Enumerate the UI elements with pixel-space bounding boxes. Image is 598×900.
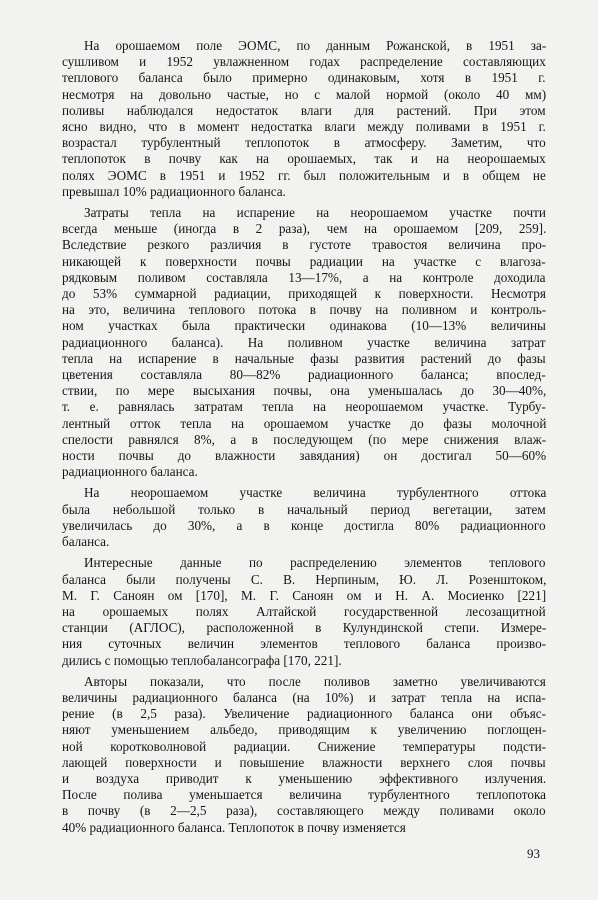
- text-line: ясно видно, что в момент недостатка влаги между поливами в 1951 г.: [62, 119, 546, 135]
- text-line: и воздуха приводит к уменьшению эффективного излучения.: [62, 770, 547, 786]
- text-line: была небольшой только в начальный период вегетации, затем: [62, 501, 546, 517]
- text-line: рение (в 2,5 раза). Увеличение радиационного баланса они объяс-: [62, 706, 547, 722]
- text-line: величины радиационного баланса (на 10%) и затрат тепла на испа-: [62, 689, 546, 705]
- text-line: никающей к поверхности почвы радиации на участке с влагоза-: [62, 253, 546, 269]
- text-line: дились с помощью теплобалансографа [170, 221].: [62, 652, 342, 668]
- text-line: лентный отток тепла на орошаемом участке до фазы молочной: [62, 415, 547, 431]
- text-line: возрастал турбулентный теплопоток в атмосферу. Заметим, что: [62, 135, 546, 151]
- page-number: 93: [527, 846, 540, 861]
- text-line: тепла на испарение в начальные фазы развития растений до фазы: [62, 350, 546, 366]
- paragraph: [62, 38, 546, 200]
- text-line: на орошаемых полях Алтайской государственной лесозащитной: [62, 603, 546, 619]
- text-line: полях ЭОМС в 1951 и 1952 гг. был положительным и в общем не: [62, 167, 546, 183]
- text-line: теплопоток в почву как на орошаемых, так и на неорошаемых: [62, 151, 546, 167]
- text-line: в почву (в 2—2,5 раза), составляющего между поливами около: [62, 803, 546, 819]
- text-line: ной коротковолновой радиации. Снижение температуры подсти-: [62, 738, 547, 754]
- text-line: всегда меньше (иногда в 2 раза), чем на орошаемом [209, 259].: [62, 221, 547, 237]
- body-text: [62, 38, 546, 836]
- text-line: баланса.: [62, 534, 110, 550]
- text-line: рядковым поливом составляла 13—17%, а на контроле доходила: [62, 269, 546, 285]
- paragraph: [62, 674, 546, 836]
- text-line: На неорошаемом участке величина турбулентного оттока: [84, 485, 547, 501]
- text-line: теплового баланса было примерно одинаковым, хотя в 1951 г.: [62, 70, 546, 86]
- text-line: лающей поверхности и повышение влажности верхнего слоя почвы: [62, 754, 546, 770]
- text-line: спелости равнялся 8%, а в последующем (по мере снижения влаж-: [62, 431, 547, 447]
- text-line: 40% радиационного баланса. Теплопоток в почву изменяется: [62, 819, 406, 835]
- text-line: цветения составляла 80—82% радиационного баланса; впослед-: [62, 367, 546, 383]
- text-line: превышал 10% радиационного баланса.: [62, 183, 286, 199]
- text-line: станции (АГЛОС), расположенной в Кулундинской степи. Измере-: [62, 620, 547, 636]
- text-line: несмотря на довольно частые, но с малой нормой (около 40 мм): [62, 86, 547, 102]
- text-line: ния суточных величин элементов теплового баланса произво-: [62, 636, 547, 652]
- paragraph: [62, 555, 546, 668]
- text-line: няют уменьшением альбедо, приводящим к увеличению поглощен-: [62, 722, 547, 738]
- text-line: Авторы показали, что после поливов заметно увеличиваются: [84, 673, 546, 689]
- text-line: на это, величина теплового потока в почву на поливном и контроль-: [62, 302, 547, 318]
- text-line: Вследствие резкого различия в густоте травостоя величина про-: [62, 237, 547, 253]
- text-line: ствии, по мере высыхания почвы, она уменьшалась до 30—40%,: [62, 383, 547, 399]
- text-line: Интересные данные по распределению элементов теплового: [84, 555, 546, 571]
- text-line: ности почвы до влажности завядания) он достигал 50—60%: [62, 448, 547, 464]
- text-line: ном участках была практически одинакова (10—13% величины: [62, 318, 546, 334]
- text-line: После полива уменьшается величина турбулентного теплопотока: [62, 787, 547, 803]
- text-line: поливы наблюдался недостаток влаги для растений. При этом: [62, 102, 546, 118]
- text-line: радиационного баланса). На поливном участке величина затрат: [62, 334, 546, 350]
- text-line: увеличилась до 30%, а в конце достигла 80% радиационного: [62, 517, 546, 533]
- text-line: радиационного баланса.: [62, 464, 198, 480]
- text-line: М. Г. Саноян ом [170], М. Г. Саноян ом и Н. А. Мосиенко [221]: [62, 587, 547, 603]
- text-line: Затраты тепла на испарение на неорошаемом участке почти: [84, 205, 546, 221]
- paragraph: [62, 205, 546, 480]
- text-line: т. е. равнялась затратам тепла на неорошаемом участке. Турбу-: [62, 399, 546, 415]
- text-line: сушливом и 1952 увлажненном годах распределение составляющих: [62, 54, 546, 70]
- text-line: баланса были получены С. В. Нерпиным, Ю. Л. Розенштоком,: [62, 571, 547, 587]
- paragraph: [62, 485, 546, 550]
- text-line: до 53% суммарной радиации, приходящей к поверхности. Несмотря: [62, 286, 546, 302]
- text-line: На орошаемом поле ЭОМС, по данным Рожанской, в 1951 за-: [84, 38, 547, 53]
